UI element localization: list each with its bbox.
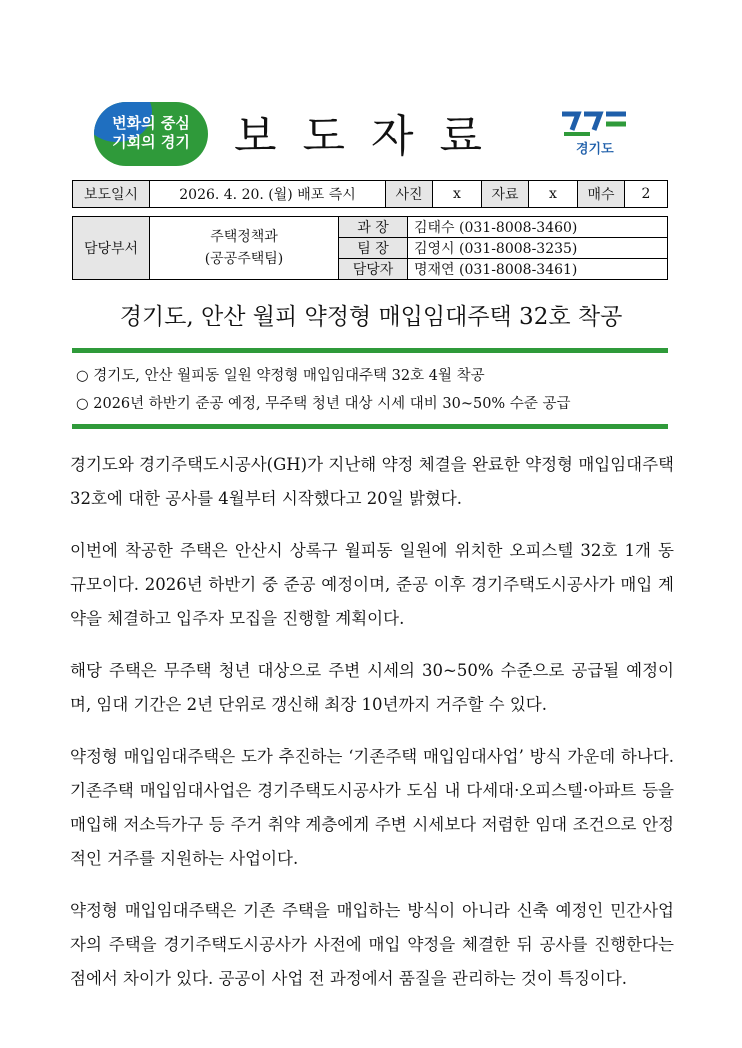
body-paragraph: 약정형 매입임대주택은 도가 추진하는 ‘기존주택 매입임대사업’ 방식 가운데 하나다. 기존주택 매입임대사업은 경기주택도시공사가 도심 내 다세대·오피스텔·아파트 등을 매입해 저소득가구 등 주거 취약 계층에게 주변 시세보다 저렴한 임대 조건으로 안정적인 거주를 지원하는 사업이다. xyxy=(70,747,674,868)
page-title: 보도자료 xyxy=(234,111,509,162)
pages-label: 매수 xyxy=(578,181,625,208)
contact-role: 과 장 xyxy=(339,217,408,238)
release-date-value: 2026. 4. 20. (월) 배포 즉시 xyxy=(150,181,386,208)
summary-box xyxy=(76,362,676,418)
release-info-table xyxy=(72,180,668,208)
body-paragraph: 약정형 매입임대주택은 기존 주택을 매입하는 방식이 아니라 신축 예정인 민간사업자의 주택을 경기주택도시공사가 사전에 매입 약정을 체결한 뒤 공사를 진행한다는 점에서 차이가 있다. 공공이 사업 전 과정에서 품질을 관리하는 것이 특징이다. xyxy=(70,901,674,988)
dept-label: 담당부서 xyxy=(73,217,150,280)
contact-info: 명재연 (031-8008-3461) xyxy=(408,259,668,280)
pages-value: 2 xyxy=(625,181,668,208)
material-value: x xyxy=(529,181,578,208)
gyeonggi-logo-icon xyxy=(560,108,632,140)
summary-item: ○ 경기도, 안산 월피동 일원 약정형 매입임대주택 32호 4월 착공 xyxy=(76,368,485,384)
summary-top-bar xyxy=(72,348,668,353)
contact-info: 김영시 (031-8008-3235) xyxy=(408,238,668,259)
slogan-badge xyxy=(94,102,208,166)
material-label: 자료 xyxy=(482,181,529,208)
contact-role: 팀 장 xyxy=(339,238,408,259)
contact-info: 김태수 (031-8008-3460) xyxy=(408,217,668,238)
slogan-line2: 기회의 경기 xyxy=(112,133,190,151)
photo-value: x xyxy=(433,181,482,208)
gyeonggi-logo xyxy=(560,108,632,160)
contact-table xyxy=(72,216,668,280)
photo-label: 사진 xyxy=(386,181,433,208)
article-body xyxy=(70,448,674,1014)
summary-bottom-bar xyxy=(72,424,668,429)
logo-label: 경기도 xyxy=(576,142,614,157)
press-header xyxy=(0,0,742,180)
headline: 경기도, 안산 월피 약정형 매입임대주택 32호 착공 xyxy=(119,304,623,330)
contact-role: 담당자 xyxy=(339,259,408,280)
body-paragraph: 해당 주택은 무주택 청년 대상으로 주변 시세의 30~50% 수준으로 공급될 예정이며, 임대 기간은 2년 단위로 갱신해 최장 10년까지 거주할 수 있다. xyxy=(70,661,674,714)
summary-item: ○ 2026년 하반기 준공 예정, 무주택 청년 대상 시세 대비 30~50% 수준 공급 xyxy=(76,396,571,412)
dept-name: 주택정책과 xyxy=(210,229,278,245)
slogan-line1: 변화의 중심 xyxy=(112,114,190,132)
body-paragraph: 이번에 착공한 주택은 안산시 상록구 월피동 일원에 위치한 오피스텔 32호 1개 동 규모이다. 2026년 하반기 중 준공 예정이며, 준공 이후 경기주택도시공사가 매입 계약을 체결하고 입주자 모집을 진행할 계획이다. xyxy=(70,541,674,628)
dept-cell xyxy=(150,217,339,280)
dept-team: (공공주택팀) xyxy=(204,251,284,267)
slogan-text xyxy=(94,114,208,152)
release-date-label: 보도일시 xyxy=(73,181,150,208)
body-paragraph: 경기도와 경기주택도시공사(GH)가 지난해 약정 체결을 완료한 약정형 매입임대주택 32호에 대한 공사를 4월부터 시작했다고 20일 밝혔다. xyxy=(70,455,674,508)
